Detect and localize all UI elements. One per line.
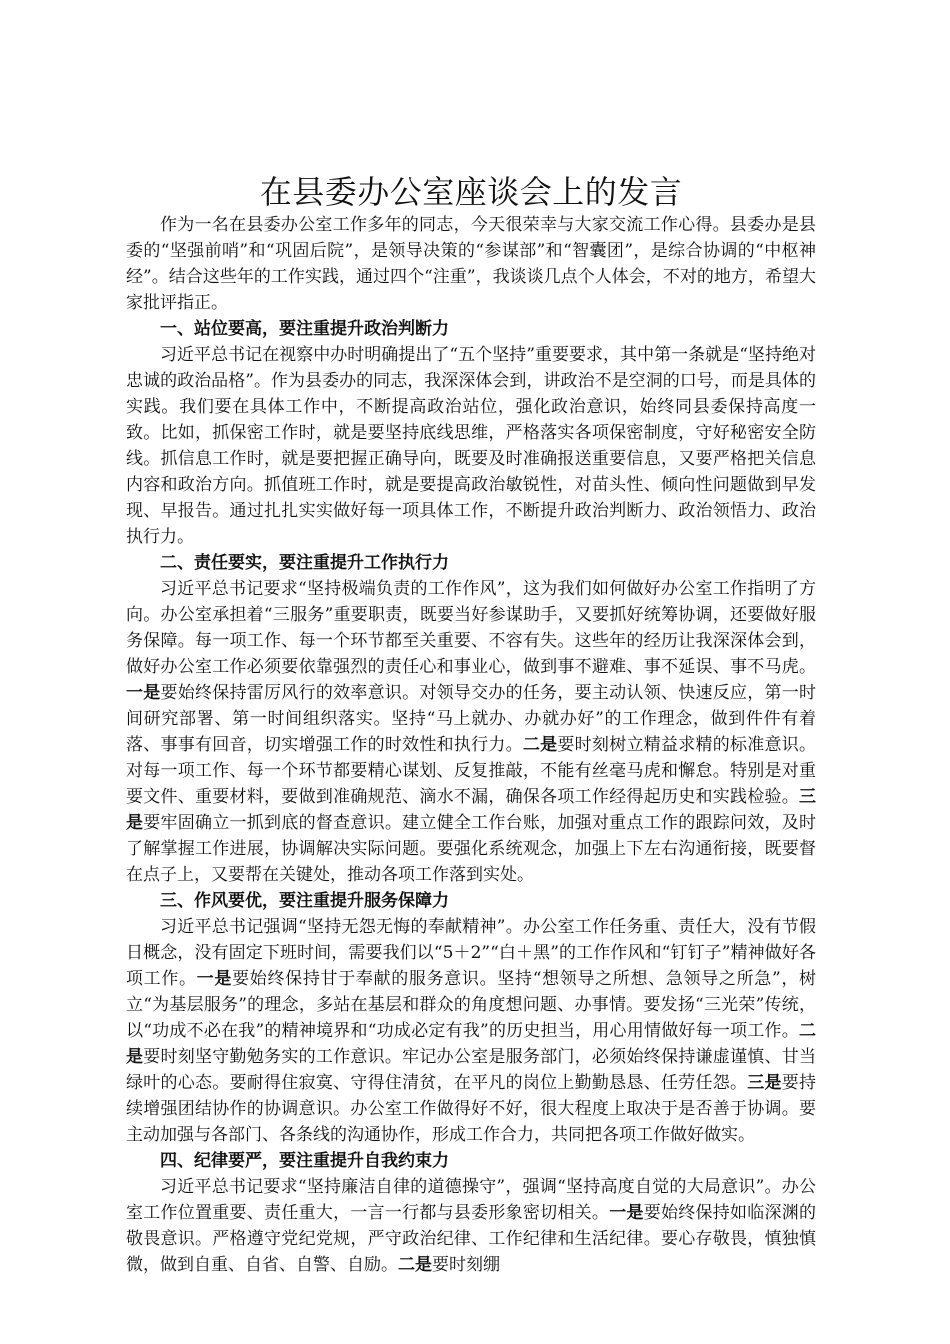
section-4-text-2: 要始终保持如临深渊的敬畏意识。严格遵守党纪党规，严守政治纪律、工作纪律和生活纪律。要心存敬畏，慎独慎微，做到自重、自省、自警、自励。	[126, 1203, 817, 1275]
section-4-marker-1: 一是	[609, 1203, 644, 1223]
section-3-marker-3: 三是	[747, 1073, 782, 1093]
section-3-text-2: 要始终保持甘于奉献的服务意识。坚持“想领导之所想、急领导之所急”，树立“为基层服务”的理念，多站在基层和群众的角度想问题、办事情。要发扬“三光荣”传统，以“功成不必在我”的精神境界和“功成必定有我”的历史担当，用心用情做好每一项工作。	[126, 969, 817, 1041]
section-3-text-4: 要持续增强团结协作的协调意识。办公室工作做得好不好，很大程度上取决于是否善于协调。要主动加强与各部门、各条线的沟通协作，形成工作合力，共同把各项工作做好做实。	[126, 1073, 817, 1145]
section-3-marker-1: 一是	[196, 969, 233, 989]
document-title: 在县委办公室座谈会上的发言	[259, 173, 683, 211]
section-2-marker-2: 二是	[522, 735, 558, 755]
section-2-text-4: 要牢固确立一抓到底的督查意识。建立健全工作台账，加强对重点工作的跟踪问效，及时了解掌握工作进展，协调解决实际问题。要强化系统观念，加强上下左右沟通衔接，既要督在点子上，又要帮在关键处，推动各项工作落到实处。	[126, 813, 817, 885]
section-3-marker-2: 二是	[126, 1021, 816, 1067]
section-2-marker-3: 三是	[126, 787, 816, 833]
section-2-text-3: 要时刻树立精益求精的标准意识。对每一项工作、每一个环节都要精心谋划、反复推敲，不能有丝毫马虎和懈怠。特别是对重要文件、重要材料，要做到准确规范、滴水不漏，确保各项工作经得起历史和实践检验。	[126, 735, 817, 807]
section-4-text-3: 要时刻绷	[432, 1255, 500, 1275]
section-3-heading: 三、作风要优，要注重提升服务保障力	[160, 891, 449, 911]
section-2-heading: 二、责任要实，要注重提升工作执行力	[160, 553, 449, 573]
section-1-heading: 一、站位要高，要注重提升政治判断力	[160, 319, 449, 339]
section-4-marker-2: 二是	[398, 1255, 432, 1275]
document-body	[126, 172, 816, 1278]
section-3-text-3: 要时刻坚守勤勉务实的工作意识。牢记办公室是服务部门，必须始终保持谦虚谨慎、甘当绿叶的心态。要耐得住寂寞、守得住清贫，在平凡的岗位上勤勤恳恳、任劳任怨。	[126, 1047, 817, 1093]
section-4-text-1: 习近平总书记要求“坚持廉洁自律的道德操守”，强调“坚持高度自觉的大局意识”。办公室工作位置重要、责任重大，一言一行都与县委形象密切相关。	[126, 1177, 816, 1223]
section-2-text-1: 习近平总书记要求“坚持极端负责的工作作风”，这为我们如何做好办公室工作指明了方向。办公室承担着“三服务”重要职责，既要当好参谋助手，又要抓好统筹协调，还要做好服务保障。每一项工作、每一个环节都至关重要、不容有失。这些年的经历让我深深体会到，做好办公室工作必须要依靠强烈的责任心和事业心，做到事不避难、事不延误、事不马虎。	[126, 579, 816, 677]
section-3-paragraph	[126, 914, 816, 1148]
section-4-paragraph	[126, 1174, 816, 1278]
section-2-marker-1: 一是	[126, 683, 161, 703]
section-2-paragraph	[126, 576, 816, 888]
section-2-text-2: 要始终保持雷厉风行的效率意识。对领导交办的任务，要主动认领、快速反应，第一时间研究部署、第一时间组织落实。坚持“马上就办、办就办好”的工作理念，做到件件有着落、事事有回音，切实增强工作的时效性和执行力。	[126, 683, 817, 755]
section-3-text-1: 习近平总书记强调“坚持无怨无悔的奉献精神”。办公室工作任务重、责任大，没有节假日概念，没有固定下班时间，需要我们以“5＋2”“白＋黑”的工作作风和“钉钉子”精神做好各项工作。	[126, 917, 816, 989]
section-4-heading: 四、纪律要严，要注重提升自我约束力	[160, 1151, 449, 1171]
section-1-paragraph: 习近平总书记在视察中办时明确提出了“五个坚持”重要要求，其中第一条就是“坚持绝对忠诚的政治品格”。作为县委办的同志，我深深体会到，讲政治不是空洞的口号，而是具体的实践。我们要在具体工作中，不断提高政治站位，强化政治意识，始终同县委保持高度一致。比如，抓保密工作时，就是要坚持底线思维，严格落实各项保密制度，守好秘密安全防线。抓信息工作时，就是要把握正确导向，既要及时准确报送重要信息，又要严格把关信息内容和政治方向。抓值班工作时，就是要提高政治敏锐性，对苗头性、倾向性问题做到早发现、早报告。通过扎扎实实做好每一项具体工作，不断提升政治判断力、政治领悟力、政治执行力。	[126, 345, 816, 547]
intro-paragraph: 作为一名在县委办公室工作多年的同志，今天很荣幸与大家交流工作心得。县委办是县委的“坚强前哨”和“巩固后院”，是领导决策的“参谋部”和“智囊团”，是综合协调的“中枢神经”。结合这些年的工作实践，通过四个“注重”，我谈谈几点个人体会，不对的地方，希望大家批评指正。	[126, 215, 816, 313]
